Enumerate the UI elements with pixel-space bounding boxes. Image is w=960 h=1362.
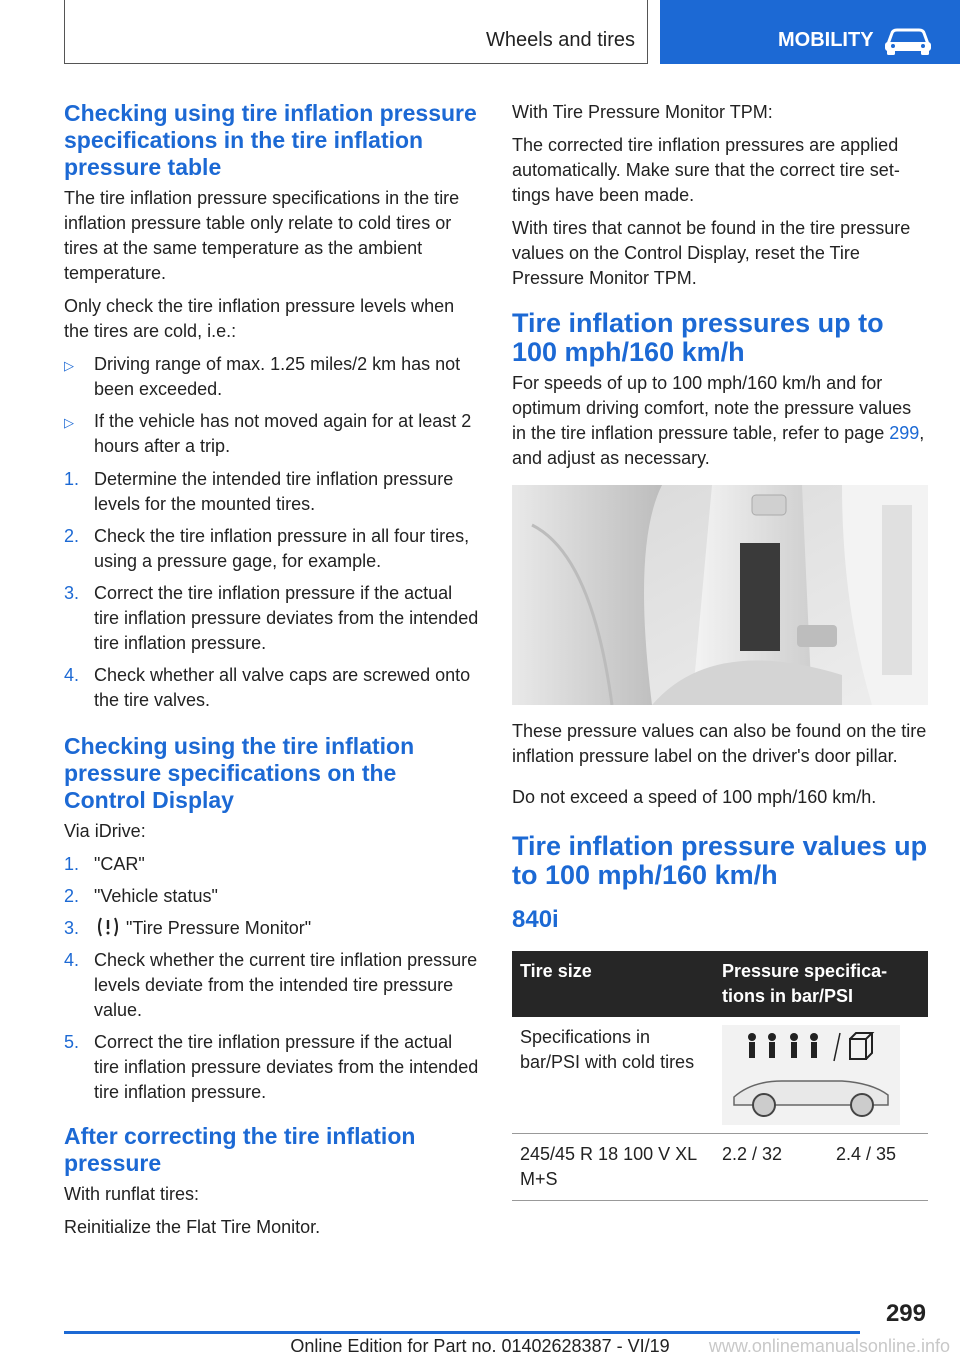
load-condition-icon — [722, 1025, 900, 1125]
triangle-bullet-icon: ▷ — [64, 358, 74, 373]
paragraph: With Tire Pressure Monitor TPM: — [512, 102, 773, 122]
heading-pressures-100mph: Tire inflation pressures up to 100 mph/160 km/h — [512, 308, 884, 367]
list-item: 4. Check whether all valve caps are screwed onto the tire valves. — [64, 665, 471, 710]
car-icon — [882, 26, 934, 56]
steps-list — [64, 467, 482, 713]
door-pillar-photo — [512, 485, 928, 705]
door-pillar-illustration — [512, 485, 928, 705]
table-row — [512, 1134, 928, 1201]
table-row — [512, 1017, 928, 1134]
paragraph: With tires that cannot be found in the tire pressure values on the Control Display, reset the Tire Pressure Monitor TPM. — [512, 218, 911, 288]
tire-pressure-warning-icon — [96, 916, 120, 938]
heading-after-correcting: After correcting the tire inflation pressure — [64, 1123, 416, 1176]
pressure-value-cell: 2.4 / 35 — [828, 1134, 928, 1201]
header-frame — [64, 0, 648, 64]
paragraph: With runflat tires: — [64, 1184, 200, 1204]
list-item: 2. Check the tire inflation pressure in all four tires, using a pressure gage, for example. — [64, 526, 470, 571]
paragraph: The tire inflation pressure specifications in the tire inflation pressure table only relate to cold tires or tires at the same temperature as the ambient temperature. — [64, 188, 460, 283]
page-number: 299 — [885, 1300, 926, 1327]
list-item: 3. "Tire Pressure Monitor" — [64, 918, 312, 938]
load-condition-cell — [714, 1017, 928, 1134]
list-item: 1. "CAR" — [64, 854, 145, 874]
list-item: 5. Correct the tire inflation pressure if the actual tire inflation pressure deviates from the intended tire inflation pressure. — [64, 1032, 479, 1102]
list-item: ▷ If the vehicle has not moved again for at least 2 hours after a trip. — [64, 411, 472, 456]
tire-size-cell: 245/45 R 18 100 V XL M+S — [512, 1134, 714, 1201]
heading-display-check: Checking using the tire inflation pressure specifications on the Control Display — [64, 733, 415, 813]
list-item: 3. Correct the tire inflation pressure if the actual tire inflation pressure deviates from the intended tire inflation pressure. — [64, 583, 479, 653]
table-header: Pressure specifications in bar/PSI — [714, 951, 928, 1017]
table-header: Tire size — [512, 951, 714, 1017]
table-cell: Specifications in bar/PSI with cold tires — [512, 1017, 714, 1134]
watermark: www.onlinemanualsonline.info — [708, 1336, 950, 1356]
heading-table-check: Checking using tire inflation pressure specifications in the tire inflation pressure table — [64, 100, 477, 180]
heading-pressure-values: Tire inflation pressure values up to 100 mph/160 km/h — [512, 831, 928, 890]
list-item: 4. Check whether the current tire inflation pressure levels deviate from the intended tire pressure value. — [64, 950, 478, 1020]
right-column — [512, 100, 928, 1201]
idrive-steps-list — [64, 852, 482, 1105]
paragraph: Reinitialize the Flat Tire Monitor. — [64, 1217, 321, 1237]
model-heading: 840i — [512, 906, 559, 933]
mobility-tab-label: MOBILITY — [778, 29, 874, 51]
section-title: Wheels and tires — [486, 29, 635, 51]
paragraph: For speeds of up to 100 mph/160 km/h and for optimum driving comfort, note the pressure values in the tire inflation pressure table, refer to page 299, and adjust as necessary. — [512, 373, 925, 468]
paragraph: These pressure values can also be found on the tire inflation pressure label on the driver's door pillar. — [512, 721, 927, 766]
paragraph: Only check the tire inflation pressure levels when the tires are cold, i.e.: — [64, 296, 455, 341]
triangle-bullet-icon: ▷ — [64, 415, 74, 430]
footer-divider — [64, 1331, 860, 1334]
condition-list — [64, 352, 482, 459]
list-item: 1. Determine the intended tire inflation pressure levels for the mounted tires. — [64, 469, 454, 514]
tire-pressure-table — [512, 951, 928, 1201]
page-link[interactable]: 299 — [889, 423, 920, 443]
table-header-row — [512, 951, 928, 1017]
paragraph: The corrected tire inflation pressures are applied automatically. Make sure that the correct tire settings have been made. — [512, 135, 900, 205]
edition-footer: Online Edition for Part no. 01402628387 - VI/19 — [290, 1336, 670, 1356]
left-column — [64, 100, 482, 1248]
list-item: 2. "Vehicle status" — [64, 886, 218, 906]
pressure-value-cell: 2.2 / 32 — [714, 1134, 828, 1201]
paragraph: Via iDrive: — [64, 821, 146, 841]
mobility-tab[interactable] — [660, 0, 960, 64]
list-item: ▷ Driving range of max. 1.25 miles/2 km has not been exceeded. — [64, 354, 461, 399]
paragraph: Do not exceed a speed of 100 mph/160 km/h. — [512, 787, 877, 807]
